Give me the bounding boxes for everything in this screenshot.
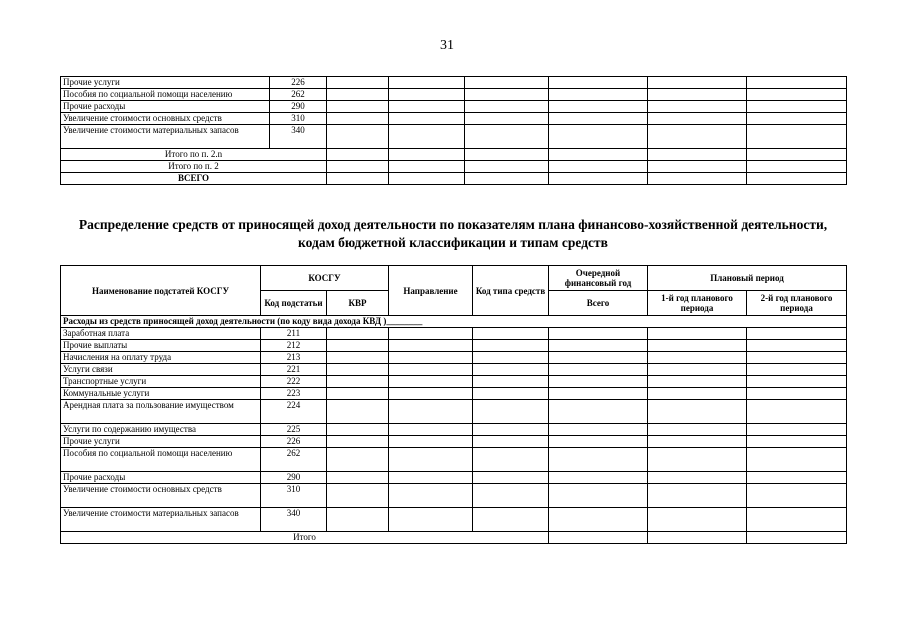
- header-plan-period: Плановый период: [648, 266, 847, 291]
- empty-cell: [327, 364, 389, 376]
- empty-cell: [327, 472, 389, 484]
- empty-cell: [389, 113, 465, 125]
- header-fund-type: Код типа средств: [473, 266, 549, 316]
- table-row: [61, 125, 847, 149]
- empty-cell: [327, 125, 389, 149]
- empty-cell: [327, 448, 389, 472]
- table-row: [61, 448, 847, 472]
- empty-cell: [327, 508, 389, 532]
- row-name: Увеличение стоимости материальных запасов: [61, 508, 261, 532]
- empty-cell: [747, 161, 847, 173]
- total-2-row-label: Итого по п. 2: [61, 161, 327, 173]
- section-row-label: Расходы из средств приносящей доход деятельности (по коду вида дохода КВД )________: [61, 316, 847, 328]
- empty-cell: [648, 472, 747, 484]
- empty-cell: [648, 532, 747, 544]
- empty-cell: [389, 436, 473, 448]
- empty-cell: [648, 508, 747, 532]
- empty-cell: [389, 472, 473, 484]
- row-name: Коммунальные услуги: [61, 388, 261, 400]
- table-row: [61, 77, 847, 89]
- empty-cell: [327, 352, 389, 364]
- empty-cell: [327, 77, 389, 89]
- empty-cell: [648, 149, 747, 161]
- empty-cell: [465, 113, 549, 125]
- empty-cell: [389, 388, 473, 400]
- empty-cell: [747, 436, 847, 448]
- row-name: Прочие расходы: [61, 101, 270, 113]
- empty-cell: [389, 484, 473, 508]
- row-code: 340: [270, 125, 327, 149]
- empty-cell: [747, 113, 847, 125]
- empty-cell: [465, 149, 549, 161]
- empty-cell: [747, 400, 847, 424]
- empty-cell: [389, 328, 473, 340]
- empty-cell: [473, 508, 549, 532]
- empty-cell: [389, 508, 473, 532]
- empty-cell: [549, 89, 648, 101]
- row-name: Прочие услуги: [61, 77, 270, 89]
- empty-cell: [747, 448, 847, 472]
- row-code: 290: [261, 472, 327, 484]
- empty-cell: [327, 376, 389, 388]
- empty-cell: [549, 436, 648, 448]
- table-row: [61, 376, 847, 388]
- empty-cell: [389, 161, 465, 173]
- empty-cell: [549, 340, 648, 352]
- empty-cell: [327, 340, 389, 352]
- empty-cell: [389, 376, 473, 388]
- empty-cell: [549, 125, 648, 149]
- row-code: 224: [261, 400, 327, 424]
- header-kvr: КВР: [327, 291, 389, 316]
- row-code: 226: [270, 77, 327, 89]
- top-expense-table: [60, 76, 847, 185]
- row-name: Увеличение стоимости основных средств: [61, 113, 270, 125]
- empty-cell: [549, 484, 648, 508]
- empty-cell: [747, 149, 847, 161]
- empty-cell: [473, 436, 549, 448]
- empty-cell: [327, 101, 389, 113]
- empty-cell: [473, 364, 549, 376]
- empty-cell: [389, 400, 473, 424]
- empty-cell: [648, 161, 747, 173]
- empty-cell: [549, 448, 648, 472]
- row-name: Транспортные услуги: [61, 376, 261, 388]
- empty-cell: [389, 149, 465, 161]
- empty-cell: [473, 352, 549, 364]
- empty-cell: [389, 101, 465, 113]
- empty-cell: [747, 472, 847, 484]
- empty-cell: [648, 448, 747, 472]
- row-name: Услуги по содержанию имущества: [61, 424, 261, 436]
- header-row-1: [61, 266, 847, 291]
- empty-cell: [327, 161, 389, 173]
- empty-cell: [747, 340, 847, 352]
- table-row: [61, 352, 847, 364]
- row-name: Начисления на оплату труда: [61, 352, 261, 364]
- empty-cell: [648, 340, 747, 352]
- row-code: 222: [261, 376, 327, 388]
- empty-cell: [473, 400, 549, 424]
- header-direction: Направление: [389, 266, 473, 316]
- empty-cell: [549, 173, 648, 185]
- row-code: 340: [261, 508, 327, 532]
- header-name: Наименование подстатей КОСГУ: [61, 266, 261, 316]
- empty-cell: [473, 424, 549, 436]
- header-plan-year1: 1-й год планового периода: [648, 291, 747, 316]
- row-code: 262: [270, 89, 327, 101]
- empty-cell: [648, 436, 747, 448]
- empty-cell: [747, 484, 847, 508]
- grand-total-row: [61, 173, 847, 185]
- row-code: 221: [261, 364, 327, 376]
- empty-cell: [465, 173, 549, 185]
- empty-cell: [747, 424, 847, 436]
- empty-cell: [648, 388, 747, 400]
- row-name: Услуги связи: [61, 364, 261, 376]
- empty-cell: [327, 173, 389, 185]
- total-2n-row-label: Итого по п. 2.n: [61, 149, 327, 161]
- empty-cell: [648, 173, 747, 185]
- empty-cell: [747, 388, 847, 400]
- empty-cell: [473, 472, 549, 484]
- empty-cell: [549, 328, 648, 340]
- empty-cell: [549, 532, 648, 544]
- row-name: Пособия по социальной помощи населению: [61, 448, 261, 472]
- empty-cell: [549, 161, 648, 173]
- table-row: [61, 89, 847, 101]
- empty-cell: [473, 328, 549, 340]
- empty-cell: [327, 328, 389, 340]
- empty-cell: [473, 376, 549, 388]
- empty-cell: [465, 77, 549, 89]
- empty-cell: [549, 77, 648, 89]
- header-plan-year2: 2-й год планового периода: [747, 291, 847, 316]
- total-2-row: [61, 161, 847, 173]
- grand-total-row-label: ВСЕГО: [61, 173, 327, 185]
- empty-cell: [648, 125, 747, 149]
- empty-cell: [327, 149, 389, 161]
- empty-cell: [327, 424, 389, 436]
- row-code: 225: [261, 424, 327, 436]
- empty-cell: [389, 448, 473, 472]
- table-row: [61, 113, 847, 125]
- empty-cell: [747, 532, 847, 544]
- table-row: [61, 388, 847, 400]
- table-row: [61, 328, 847, 340]
- row-name: Прочие расходы: [61, 472, 261, 484]
- empty-cell: [549, 101, 648, 113]
- row-code: 310: [261, 484, 327, 508]
- row-name: Увеличение стоимости основных средств: [61, 484, 261, 508]
- empty-cell: [648, 113, 747, 125]
- header-code-sub: Код подстатьи: [261, 291, 327, 316]
- empty-cell: [549, 376, 648, 388]
- empty-cell: [389, 125, 465, 149]
- row-code: 212: [261, 340, 327, 352]
- empty-cell: [389, 340, 473, 352]
- row-code: 290: [270, 101, 327, 113]
- empty-cell: [648, 89, 747, 101]
- empty-cell: [549, 364, 648, 376]
- empty-cell: [648, 77, 747, 89]
- empty-cell: [389, 424, 473, 436]
- table-row: [61, 424, 847, 436]
- empty-cell: [389, 364, 473, 376]
- empty-cell: [648, 424, 747, 436]
- empty-cell: [327, 89, 389, 101]
- table-row: [61, 472, 847, 484]
- empty-cell: [549, 508, 648, 532]
- empty-cell: [549, 388, 648, 400]
- income-distribution-table: [60, 265, 847, 544]
- empty-cell: [648, 364, 747, 376]
- row-code: 226: [261, 436, 327, 448]
- empty-cell: [648, 352, 747, 364]
- row-name: Прочие услуги: [61, 436, 261, 448]
- empty-cell: [549, 424, 648, 436]
- row-code: 213: [261, 352, 327, 364]
- empty-cell: [747, 376, 847, 388]
- empty-cell: [389, 77, 465, 89]
- empty-cell: [549, 149, 648, 161]
- header-kosgu: КОСГУ: [261, 266, 389, 291]
- empty-cell: [465, 125, 549, 149]
- row-name: Заработная плата: [61, 328, 261, 340]
- page-number: 31: [440, 38, 454, 53]
- total-2n-row: [61, 149, 847, 161]
- table-row: [61, 400, 847, 424]
- header-total: Всего: [549, 291, 648, 316]
- table-row: [61, 364, 847, 376]
- total-label: Итого: [61, 532, 549, 544]
- empty-cell: [473, 388, 549, 400]
- empty-cell: [465, 89, 549, 101]
- empty-cell: [549, 352, 648, 364]
- empty-cell: [747, 125, 847, 149]
- empty-cell: [389, 89, 465, 101]
- empty-cell: [327, 113, 389, 125]
- row-name: Пособия по социальной помощи населению: [61, 89, 270, 101]
- empty-cell: [327, 388, 389, 400]
- table-row: [61, 484, 847, 508]
- row-name: Увеличение стоимости материальных запасов: [61, 125, 270, 149]
- empty-cell: [648, 328, 747, 340]
- empty-cell: [747, 101, 847, 113]
- empty-cell: [389, 352, 473, 364]
- empty-cell: [473, 340, 549, 352]
- empty-cell: [473, 448, 549, 472]
- empty-cell: [465, 101, 549, 113]
- empty-cell: [648, 376, 747, 388]
- table-row: [61, 340, 847, 352]
- row-name: Арендная плата за пользование имуществом: [61, 400, 261, 424]
- empty-cell: [747, 89, 847, 101]
- empty-cell: [549, 400, 648, 424]
- empty-cell: [648, 400, 747, 424]
- empty-cell: [473, 484, 549, 508]
- empty-cell: [747, 508, 847, 532]
- empty-cell: [327, 484, 389, 508]
- empty-cell: [747, 364, 847, 376]
- table-row: [61, 436, 847, 448]
- table-row: [61, 101, 847, 113]
- table-row: [61, 508, 847, 532]
- empty-cell: [747, 352, 847, 364]
- row-code: 223: [261, 388, 327, 400]
- empty-cell: [327, 436, 389, 448]
- empty-cell: [747, 328, 847, 340]
- section-title: Распределение средств от приносящей доход деятельности по показателям плана финансово-хозяйственной деятельности, кодам бюджетной классификации и типам средств: [78, 217, 828, 250]
- empty-cell: [747, 173, 847, 185]
- empty-cell: [465, 161, 549, 173]
- section-row: [61, 316, 847, 328]
- header-next-year: Очередной финансовый год: [549, 266, 648, 291]
- empty-cell: [648, 484, 747, 508]
- empty-cell: [549, 472, 648, 484]
- row-code: 262: [261, 448, 327, 472]
- empty-cell: [389, 173, 465, 185]
- empty-cell: [549, 113, 648, 125]
- empty-cell: [747, 77, 847, 89]
- empty-cell: [327, 400, 389, 424]
- total-row: [61, 532, 847, 544]
- row-name: Прочие выплаты: [61, 340, 261, 352]
- row-code: 310: [270, 113, 327, 125]
- empty-cell: [648, 101, 747, 113]
- row-code: 211: [261, 328, 327, 340]
